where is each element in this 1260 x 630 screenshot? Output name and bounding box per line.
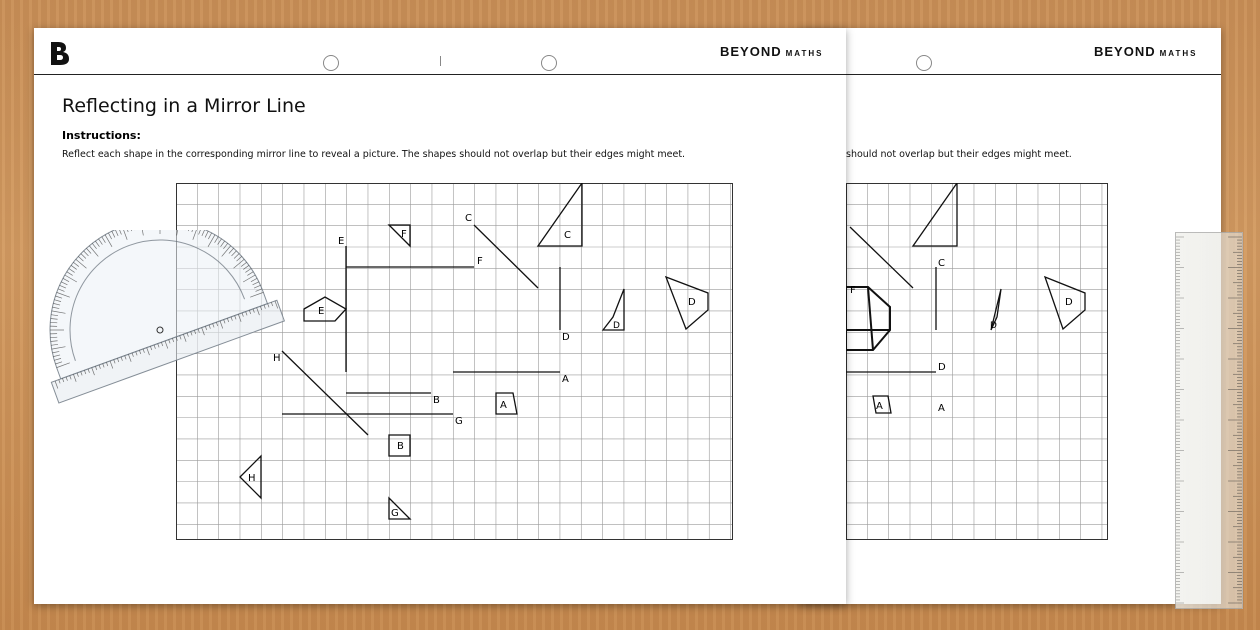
protractor-tool[interactable]: [0, 230, 300, 475]
brand-logo-text: BEYOND MATHS: [720, 44, 824, 59]
instructions-heading: Instructions:: [62, 129, 141, 142]
punch-hole: [323, 55, 339, 71]
mirror-line-c: [474, 225, 538, 288]
shape-d: [666, 277, 708, 329]
mirror-line-c-back: [850, 227, 913, 288]
label-h-line: H: [273, 353, 281, 364]
header-rule: [34, 74, 846, 75]
label-c-line: C: [465, 213, 472, 224]
label-f-back: F: [850, 285, 856, 296]
label-c-back: C: [938, 258, 945, 269]
shape-f: [389, 225, 410, 246]
label-g-line: G: [455, 416, 463, 427]
ruler-scale: [1176, 233, 1242, 608]
fold-mark: [440, 56, 441, 66]
label-b: B: [397, 441, 404, 452]
header-rule: [800, 74, 1221, 75]
label-d-back: D: [1065, 297, 1073, 308]
ruler-tool[interactable]: [1175, 232, 1243, 609]
label-d-line-back: D: [938, 362, 946, 373]
brand-logo-text: BEYOND MATHS: [1094, 44, 1198, 59]
label-g: G: [391, 508, 399, 519]
label-f: F: [401, 229, 407, 240]
label-b-line: B: [433, 395, 440, 406]
label-f-line: F: [477, 256, 483, 267]
shape-c-back: [913, 183, 957, 246]
label-a-line-back: A: [938, 403, 945, 414]
beyond-logo-icon: [48, 40, 72, 66]
shape-e: [304, 297, 346, 321]
label-d: D: [688, 297, 696, 308]
instructions-fragment: should not overlap but their edges might meet.: [846, 149, 1072, 160]
instructions-text: Reflect each shape in the corresponding mirror line to reveal a picture. The shapes should not overlap but their edges might meet.: [62, 149, 686, 160]
label-a: A: [500, 400, 507, 411]
grid-back: [846, 183, 1108, 540]
label-d-small-back: D: [990, 321, 997, 331]
worksheet-back-page: [800, 28, 1221, 604]
label-h: H: [248, 473, 256, 484]
label-a-back: A: [876, 401, 883, 412]
punch-hole: [541, 55, 557, 71]
label-e-line: E: [338, 236, 345, 247]
label-d-small: D: [613, 321, 620, 331]
punch-hole: [916, 55, 932, 71]
label-a-line: A: [562, 374, 569, 385]
page-title: Reflecting in a Mirror Line: [62, 95, 306, 117]
label-c: C: [564, 230, 571, 241]
label-e: E: [318, 306, 325, 317]
label-d-line: D: [562, 332, 570, 343]
